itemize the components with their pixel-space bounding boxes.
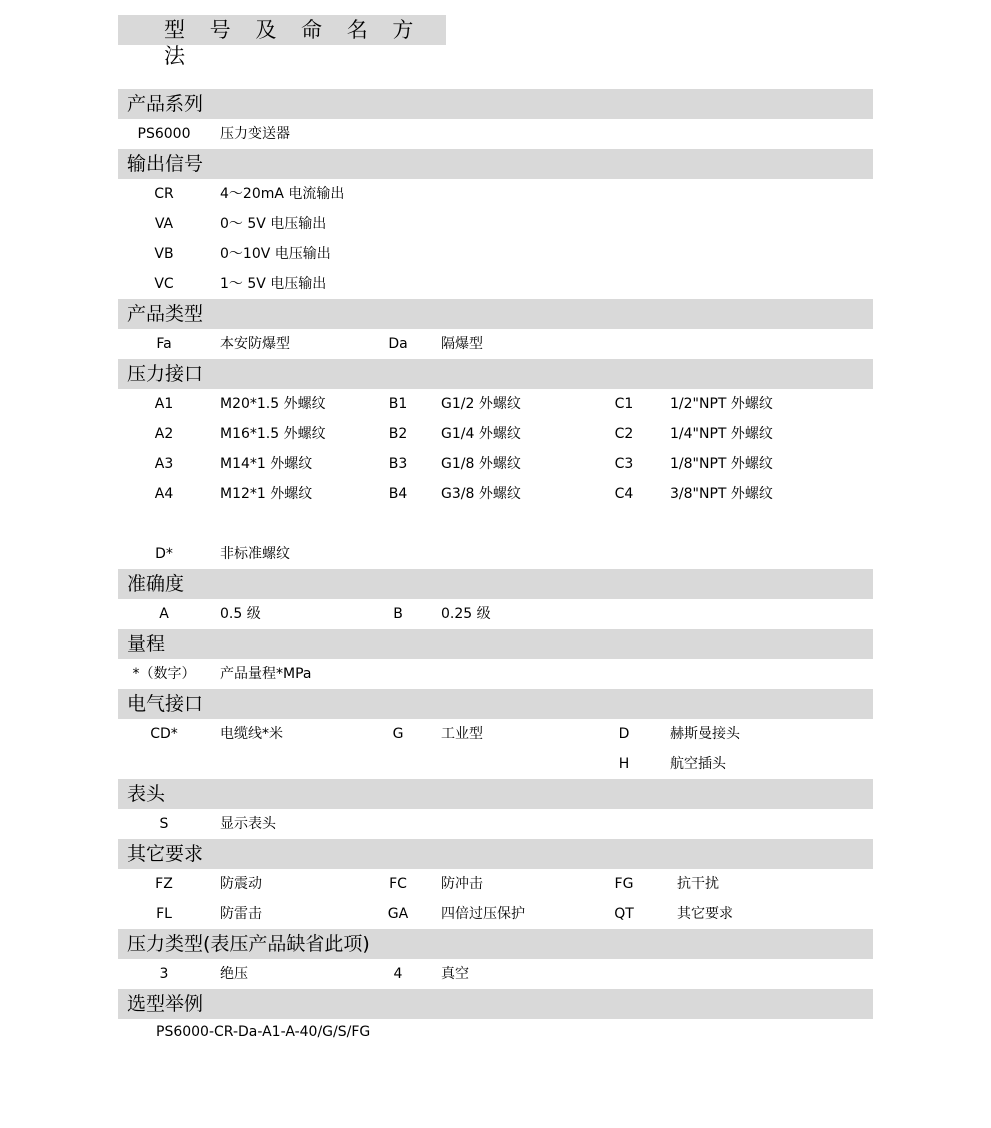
description: M14*1 外螺纹 (220, 456, 313, 472)
description: 1/8"NPT 外螺纹 (670, 456, 773, 472)
table-row (118, 239, 873, 269)
code: D (618, 726, 630, 742)
section-header-example: 选型举例 (118, 989, 873, 1019)
description: 0.5 级 (220, 606, 261, 622)
description: 抗干扰 (677, 876, 719, 892)
code: *（数字） (132, 666, 196, 682)
table-row (118, 389, 873, 419)
code: H (618, 756, 630, 772)
description: 防冲击 (441, 876, 483, 892)
spacer (118, 509, 873, 539)
table-row (118, 749, 873, 779)
description: 防雷击 (220, 906, 262, 922)
section-header-electrical: 电气接口 (118, 689, 873, 719)
description: 4～20mA 电流输出 (220, 186, 345, 202)
description: M16*1.5 外螺纹 (220, 426, 326, 442)
table-row (118, 959, 873, 989)
table-row (118, 869, 873, 899)
code: PS6000 (137, 126, 191, 142)
code: D* (155, 546, 173, 562)
description: G3/8 外螺纹 (441, 486, 521, 502)
code: A (159, 606, 169, 622)
code: VB (154, 246, 174, 262)
code: C3 (614, 456, 634, 472)
table-row (118, 809, 873, 839)
description: M20*1.5 外螺纹 (220, 396, 326, 412)
description: 四倍过压保护 (441, 906, 525, 922)
table-row (118, 599, 873, 629)
table-row (118, 479, 873, 509)
code: FL (156, 906, 172, 922)
description: 产品量程*MPa (220, 666, 312, 682)
example-code: PS6000-CR-Da-A1-A-40/G/S/FG (156, 1024, 371, 1040)
code: Da (388, 336, 408, 352)
code: VC (154, 276, 174, 292)
code: FC (389, 876, 407, 892)
code: FG (614, 876, 634, 892)
description: 工业型 (441, 726, 483, 742)
description: 其它要求 (677, 906, 733, 922)
description: 赫斯曼接头 (670, 726, 740, 742)
table-row (118, 179, 873, 209)
description: 1～ 5V 电压输出 (220, 276, 327, 292)
title-bar (118, 15, 446, 68)
section-header-accuracy: 准确度 (118, 569, 873, 599)
code: CD* (150, 726, 178, 742)
description: 1/2"NPT 外螺纹 (670, 396, 773, 412)
section-header-range: 量程 (118, 629, 873, 659)
description: G1/8 外螺纹 (441, 456, 521, 472)
description: 非标准螺纹 (220, 546, 290, 562)
code: Fa (156, 336, 172, 352)
code: C1 (614, 396, 634, 412)
code: B3 (388, 456, 408, 472)
code: B1 (388, 396, 408, 412)
code: A2 (154, 426, 174, 442)
code: B (393, 606, 403, 622)
code: VA (154, 216, 174, 232)
section-header-port: 压力接口 (118, 359, 873, 389)
table-row (118, 419, 873, 449)
section-header-output: 输出信号 (118, 149, 873, 179)
description: 隔爆型 (441, 336, 483, 352)
description: 0～ 5V 电压输出 (220, 216, 327, 232)
code: 3 (159, 966, 169, 982)
code: S (159, 816, 169, 832)
table-row (118, 119, 873, 149)
description: G1/4 外螺纹 (441, 426, 521, 442)
description: G1/2 外螺纹 (441, 396, 521, 412)
description: 压力变送器 (220, 126, 290, 142)
table-row (118, 329, 873, 359)
description: M12*1 外螺纹 (220, 486, 313, 502)
table-row (118, 899, 873, 929)
section-header-type: 产品类型 (118, 299, 873, 329)
code: C2 (614, 426, 634, 442)
code: QT (614, 906, 634, 922)
section-header-meter: 表头 (118, 779, 873, 809)
description: 0～10V 电压输出 (220, 246, 331, 262)
code: G (392, 726, 404, 742)
code: FZ (155, 876, 173, 892)
table-row (118, 209, 873, 239)
code: B4 (388, 486, 408, 502)
code: GA (387, 906, 409, 922)
table-row (118, 449, 873, 479)
page-title: 型 号 及 命 名 方 法 (164, 18, 423, 68)
code: A4 (154, 486, 174, 502)
code: CR (154, 186, 174, 202)
table-row (118, 659, 873, 689)
description: 防震动 (220, 876, 262, 892)
section-header-series: 产品系列 (118, 89, 873, 119)
description: 绝压 (220, 966, 248, 982)
code: B2 (388, 426, 408, 442)
description: 1/4"NPT 外螺纹 (670, 426, 773, 442)
description: 电缆线*米 (220, 726, 283, 742)
description: 显示表头 (220, 816, 276, 832)
model-naming-sheet (118, 89, 873, 1045)
description: 真空 (441, 966, 469, 982)
table-row (118, 269, 873, 299)
description: 本安防爆型 (220, 336, 290, 352)
code: A1 (154, 396, 174, 412)
table-row (118, 719, 873, 749)
code: 4 (393, 966, 403, 982)
description: 航空插头 (670, 756, 726, 772)
section-header-other: 其它要求 (118, 839, 873, 869)
code: A3 (154, 456, 174, 472)
table-row (118, 539, 873, 569)
code: C4 (614, 486, 634, 502)
section-header-pressure-type: 压力类型(表压产品缺省此项) (118, 929, 873, 959)
description: 3/8"NPT 外螺纹 (670, 486, 773, 502)
description: 0.25 级 (441, 606, 491, 622)
